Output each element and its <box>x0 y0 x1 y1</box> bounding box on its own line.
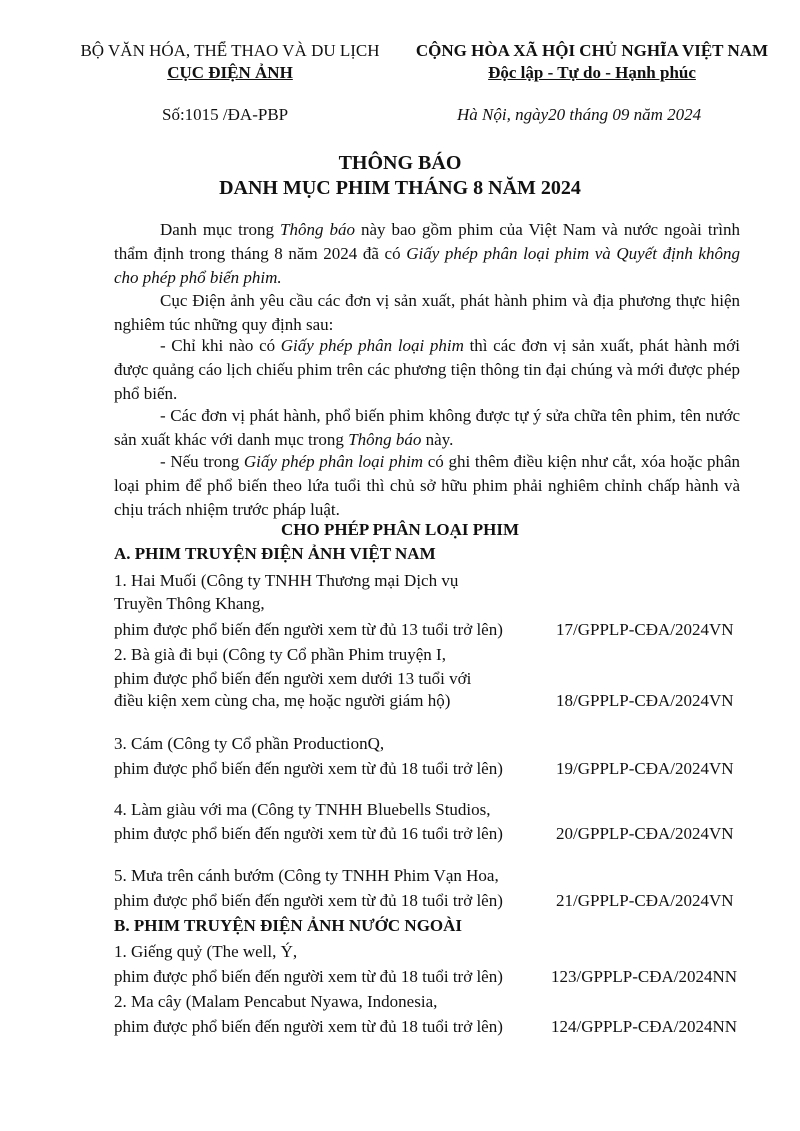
film-a1-line3: phim được phổ biến đến người xem từ đủ 13 tuổi trở lên) <box>114 620 503 639</box>
film-a4-line1: 4. Làm giàu với ma (Công ty TNHH Bluebells Studios, <box>114 800 491 819</box>
film-b1-line1: 1. Giếng quỷ (The well, Ý, <box>114 942 298 961</box>
film-a2-license-code: 18/GPPLP-CĐA/2024VN <box>556 691 734 710</box>
paragraph-scope: Danh mục trong Thông báo này bao gồm phim của Việt Nam và nước ngoài trình thẩm định trong tháng 8 năm 2024 đã có Giấy phép phân loại phim và Quyết định không cho phép phổ biến phim. <box>114 220 740 287</box>
film-b2-license-code: 124/GPPLP-CĐA/2024NN <box>551 1017 738 1036</box>
document-number: Số:1015 /ĐA-PBP <box>162 105 289 124</box>
department-name <box>70 62 390 84</box>
section-b-heading: B. PHIM TRUYỆN ĐIỆN ẢNH NƯỚC NGOÀI <box>114 916 463 935</box>
republic-name: CỘNG HÒA XÃ HỘI CHỦ NGHĨA VIỆT NAM <box>415 41 769 60</box>
film-b1-line2: phim được phổ biến đến người xem từ đủ 18 tuổi trở lên) <box>114 967 503 986</box>
ministry-name: BỘ VĂN HÓA, THỂ THAO VÀ DU LỊCH <box>80 41 380 60</box>
film-b2-line1: 2. Ma cây (Malam Pencabut Nyawa, Indonesia, <box>114 992 438 1011</box>
film-a1-line2: Truyền Thông Khang, <box>114 594 265 613</box>
document-title: THÔNG BÁO <box>338 152 462 174</box>
film-a2-line3: điều kiện xem cùng cha, mẹ hoặc người giám hộ) <box>114 691 451 710</box>
film-a3-line1: 3. Cám (Công ty Cổ phần ProductionQ, <box>114 734 385 753</box>
film-a5-line1: 5. Mưa trên cánh bướm (Công ty TNHH Phim Vạn Hoa, <box>114 866 499 885</box>
department-label: CỤC ĐIỆN ẢNH <box>167 63 293 82</box>
film-a1-line1: 1. Hai Muối (Công ty TNHH Thương mại Dịch vụ <box>114 571 459 590</box>
film-b2-line2: phim được phổ biến đến người xem từ đủ 18 tuổi trở lên) <box>114 1017 503 1036</box>
place-date: Hà Nội, ngày20 tháng 09 năm 2024 <box>457 105 702 124</box>
section-a-heading: A. PHIM TRUYỆN ĐIỆN ẢNH VIỆT NAM <box>114 544 436 563</box>
film-a2-line1: 2. Bà già đi bụi (Công ty Cổ phần Phim truyện I, <box>114 645 446 664</box>
film-a5-line2: phim được phổ biến đến người xem từ đủ 18 tuổi trở lên) <box>114 891 503 910</box>
film-a3-line2: phim được phổ biến đến người xem từ đủ 18 tuổi trở lên) <box>114 759 503 778</box>
film-a3-license-code: 19/GPPLP-CĐA/2024VN <box>556 759 734 778</box>
paragraph-rule-2: - Các đơn vị phát hành, phổ biến phim không được tự ý sửa chữa tên phim, tên nước sản xuất khác với danh mục trong Thông báo này. <box>114 406 740 449</box>
paragraph-requirements: Cục Điện ảnh yêu cầu các đơn vị sản xuất, phát hành phim và địa phương thực hiện nghiêm túc những quy định sau: <box>114 291 740 334</box>
film-a4-line2: phim được phổ biến đến người xem từ đủ 16 tuổi trở lên) <box>114 824 503 843</box>
film-b1-license-code: 123/GPPLP-CĐA/2024NN <box>551 967 738 986</box>
motto <box>404 62 780 84</box>
motto-label: Độc lập - Tự do - Hạnh phúc <box>488 63 696 82</box>
section-heading: CHO PHÉP PHÂN LOẠI PHIM <box>281 520 519 539</box>
paragraph-rule-1: - Chỉ khi nào có Giấy phép phân loại phim thì các đơn vị sản xuất, phát hành mới được quảng cáo lịch chiếu phim trên các phương tiện thông tin đại chúng và mới được phép phổ biến. <box>114 336 740 403</box>
film-a1-license-code: 17/GPPLP-CĐA/2024VN <box>556 620 734 639</box>
document-subtitle: DANH MỤC PHIM THÁNG 8 NĂM 2024 <box>219 177 581 199</box>
film-a4-license-code: 20/GPPLP-CĐA/2024VN <box>556 824 734 843</box>
paragraph-rule-3: - Nếu trong Giấy phép phân loại phim có ghi thêm điều kiện như cắt, xóa hoặc phân loại phim để phổ biến theo lứa tuổi thì chủ sở hữu phim phải nghiêm chỉnh chấp hành và chịu trách nhiệm trước pháp luật. <box>114 452 740 519</box>
film-a5-license-code: 21/GPPLP-CĐA/2024VN <box>556 891 734 910</box>
film-a2-line2: phim được phổ biến đến người xem dưới 13 tuổi với <box>114 669 472 688</box>
